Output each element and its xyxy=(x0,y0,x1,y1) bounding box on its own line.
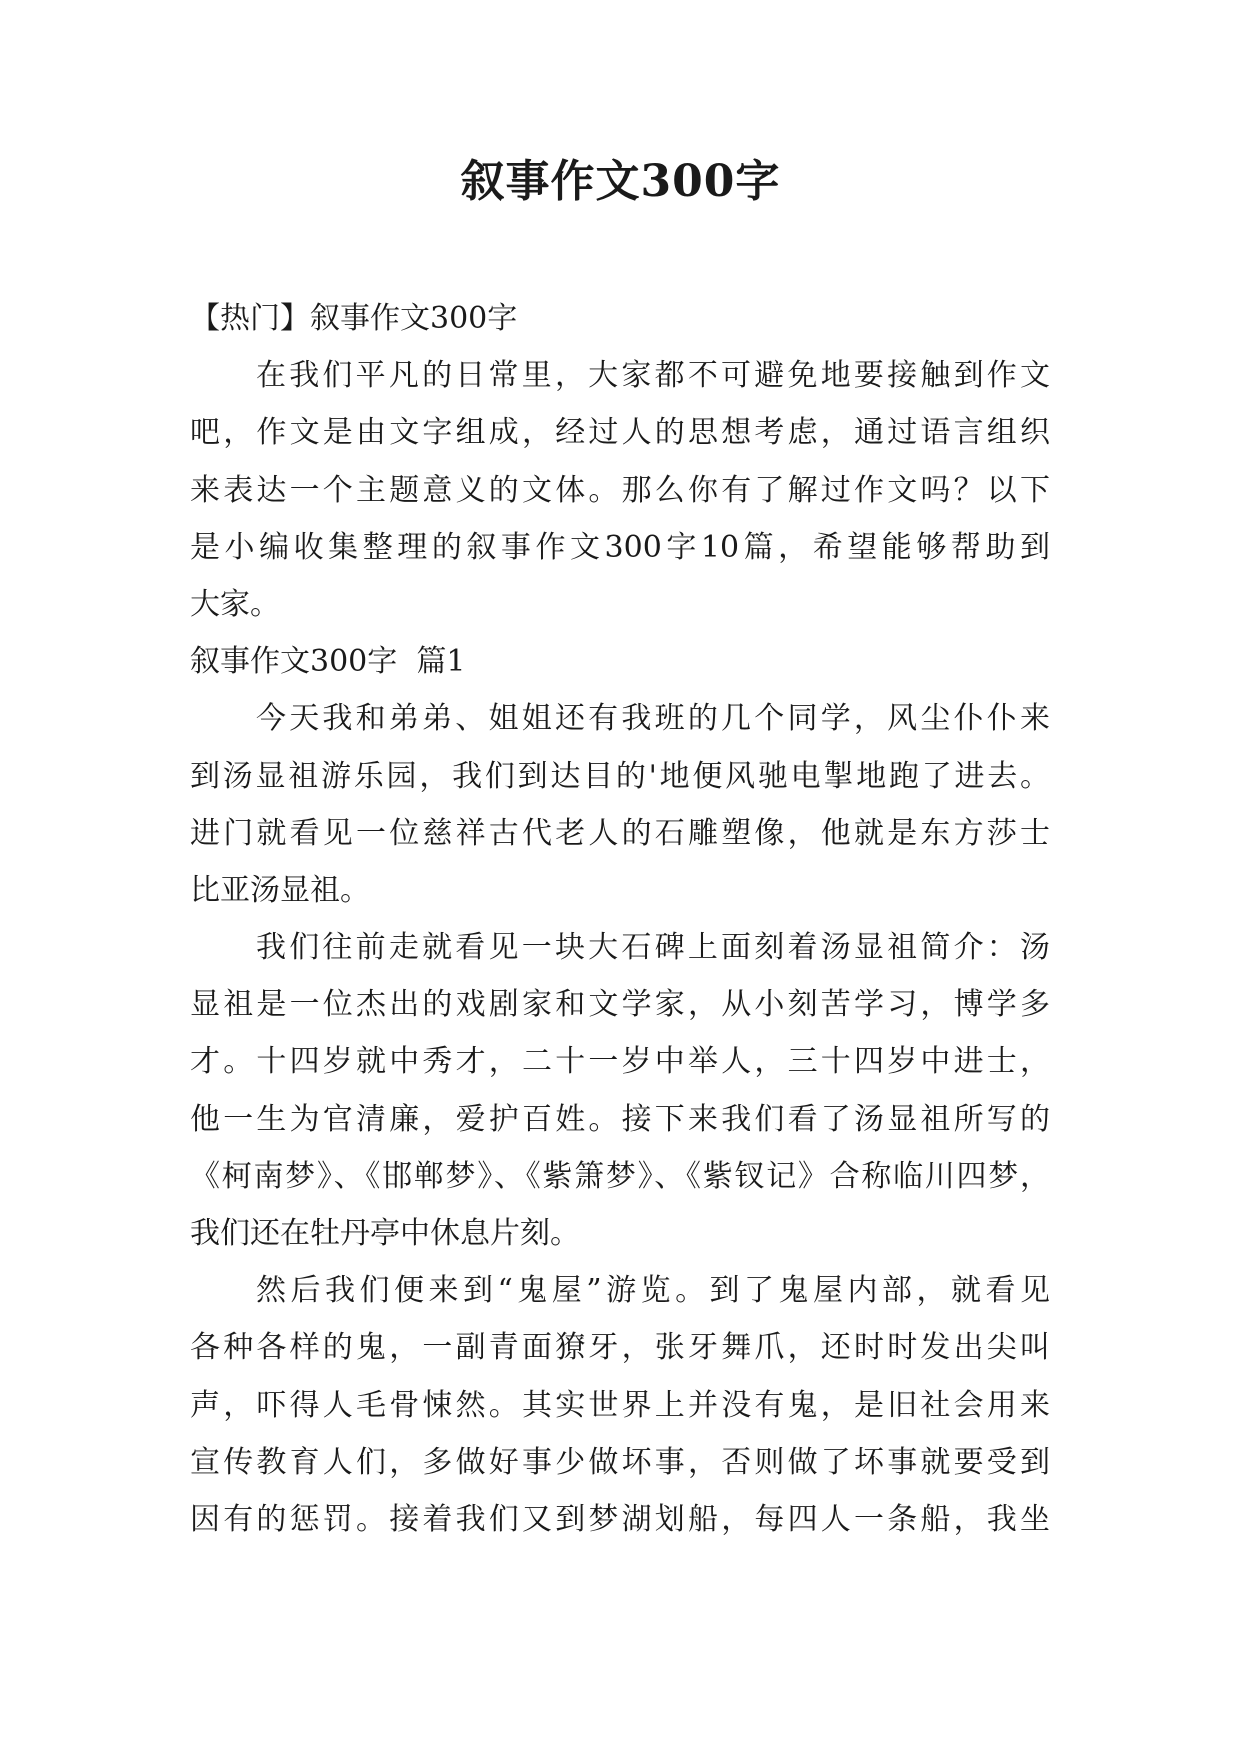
paragraph-line: 《柯南梦》、《邯郸梦》、《紫箫梦》、《紫钗记》合称临川四梦， xyxy=(190,1158,1050,1194)
paragraph-line: 才。十四岁就中秀才，二十一岁中举人，三十四岁中进士， xyxy=(190,1044,1050,1080)
section-heading: 叙事作文300字 篇1 xyxy=(190,644,466,680)
paragraph-line: 进门就看见一位慈祥古代老人的石雕塑像，他就是东方莎士 xyxy=(190,815,1050,851)
paragraph-line: 到汤显祖游乐园，我们到达目的'地便风驰电掣地跑了进去。 xyxy=(190,758,1050,794)
paragraph-line: 因有的惩罚。接着我们又到梦湖划船，每四人一条船，我坐 xyxy=(190,1501,1050,1537)
paragraph-line: 声，吓得人毛骨悚然。其实世界上并没有鬼，是旧社会用来 xyxy=(190,1387,1050,1423)
paragraph-line: 是小编收集整理的叙事作文300字10篇，希望能够帮助到 xyxy=(190,529,1050,565)
document-body xyxy=(190,290,1050,1548)
paragraph-line: 大家。 xyxy=(190,586,280,622)
intro-paragraph xyxy=(190,347,1050,633)
story-paragraph-2 xyxy=(190,919,1050,1262)
paragraph-line: 宣传教育人们，多做好事少做坏事，否则做了坏事就要受到 xyxy=(190,1444,1050,1480)
document-title: 叙事作文300字 xyxy=(460,156,781,207)
story-paragraph-1 xyxy=(190,690,1050,919)
story-paragraph-3 xyxy=(190,1262,1050,1548)
paragraph-line: 他一生为官清廉，爱护百姓。接下来我们看了汤显祖所写的 xyxy=(190,1101,1050,1137)
paragraph-line: 今天我和弟弟、姐姐还有我班的几个同学，风尘仆仆来 xyxy=(256,701,1050,737)
paragraph-line: 然后我们便来到“鬼屋”游览。到了鬼屋内部，就看见 xyxy=(256,1273,1050,1309)
paragraph-line: 我们还在牡丹亭中休息片刻。 xyxy=(190,1216,580,1251)
paragraph-line: 各种各样的鬼，一副青面獠牙，张牙舞爪，还时时发出尖叫 xyxy=(190,1330,1050,1366)
heading: 【热门】叙事作文300字 xyxy=(190,301,518,336)
paragraph-line: 显祖是一位杰出的戏剧家和文学家，从小刻苦学习，博学多 xyxy=(190,987,1050,1023)
paragraph-line: 在我们平凡的日常里，大家都不可避免地要接触到作文 xyxy=(256,358,1050,394)
paragraph-line: 来表达一个主题意义的文体。那么你有了解过作文吗？以下 xyxy=(190,472,1050,508)
paragraph-line: 吧，作文是由文字组成，经过人的思想考虑，通过语言组织 xyxy=(190,415,1050,451)
paragraph-line: 我们往前走就看见一块大石碑上面刻着汤显祖简介：汤 xyxy=(256,930,1050,966)
paragraph-line: 比亚汤显祖。 xyxy=(190,872,370,908)
